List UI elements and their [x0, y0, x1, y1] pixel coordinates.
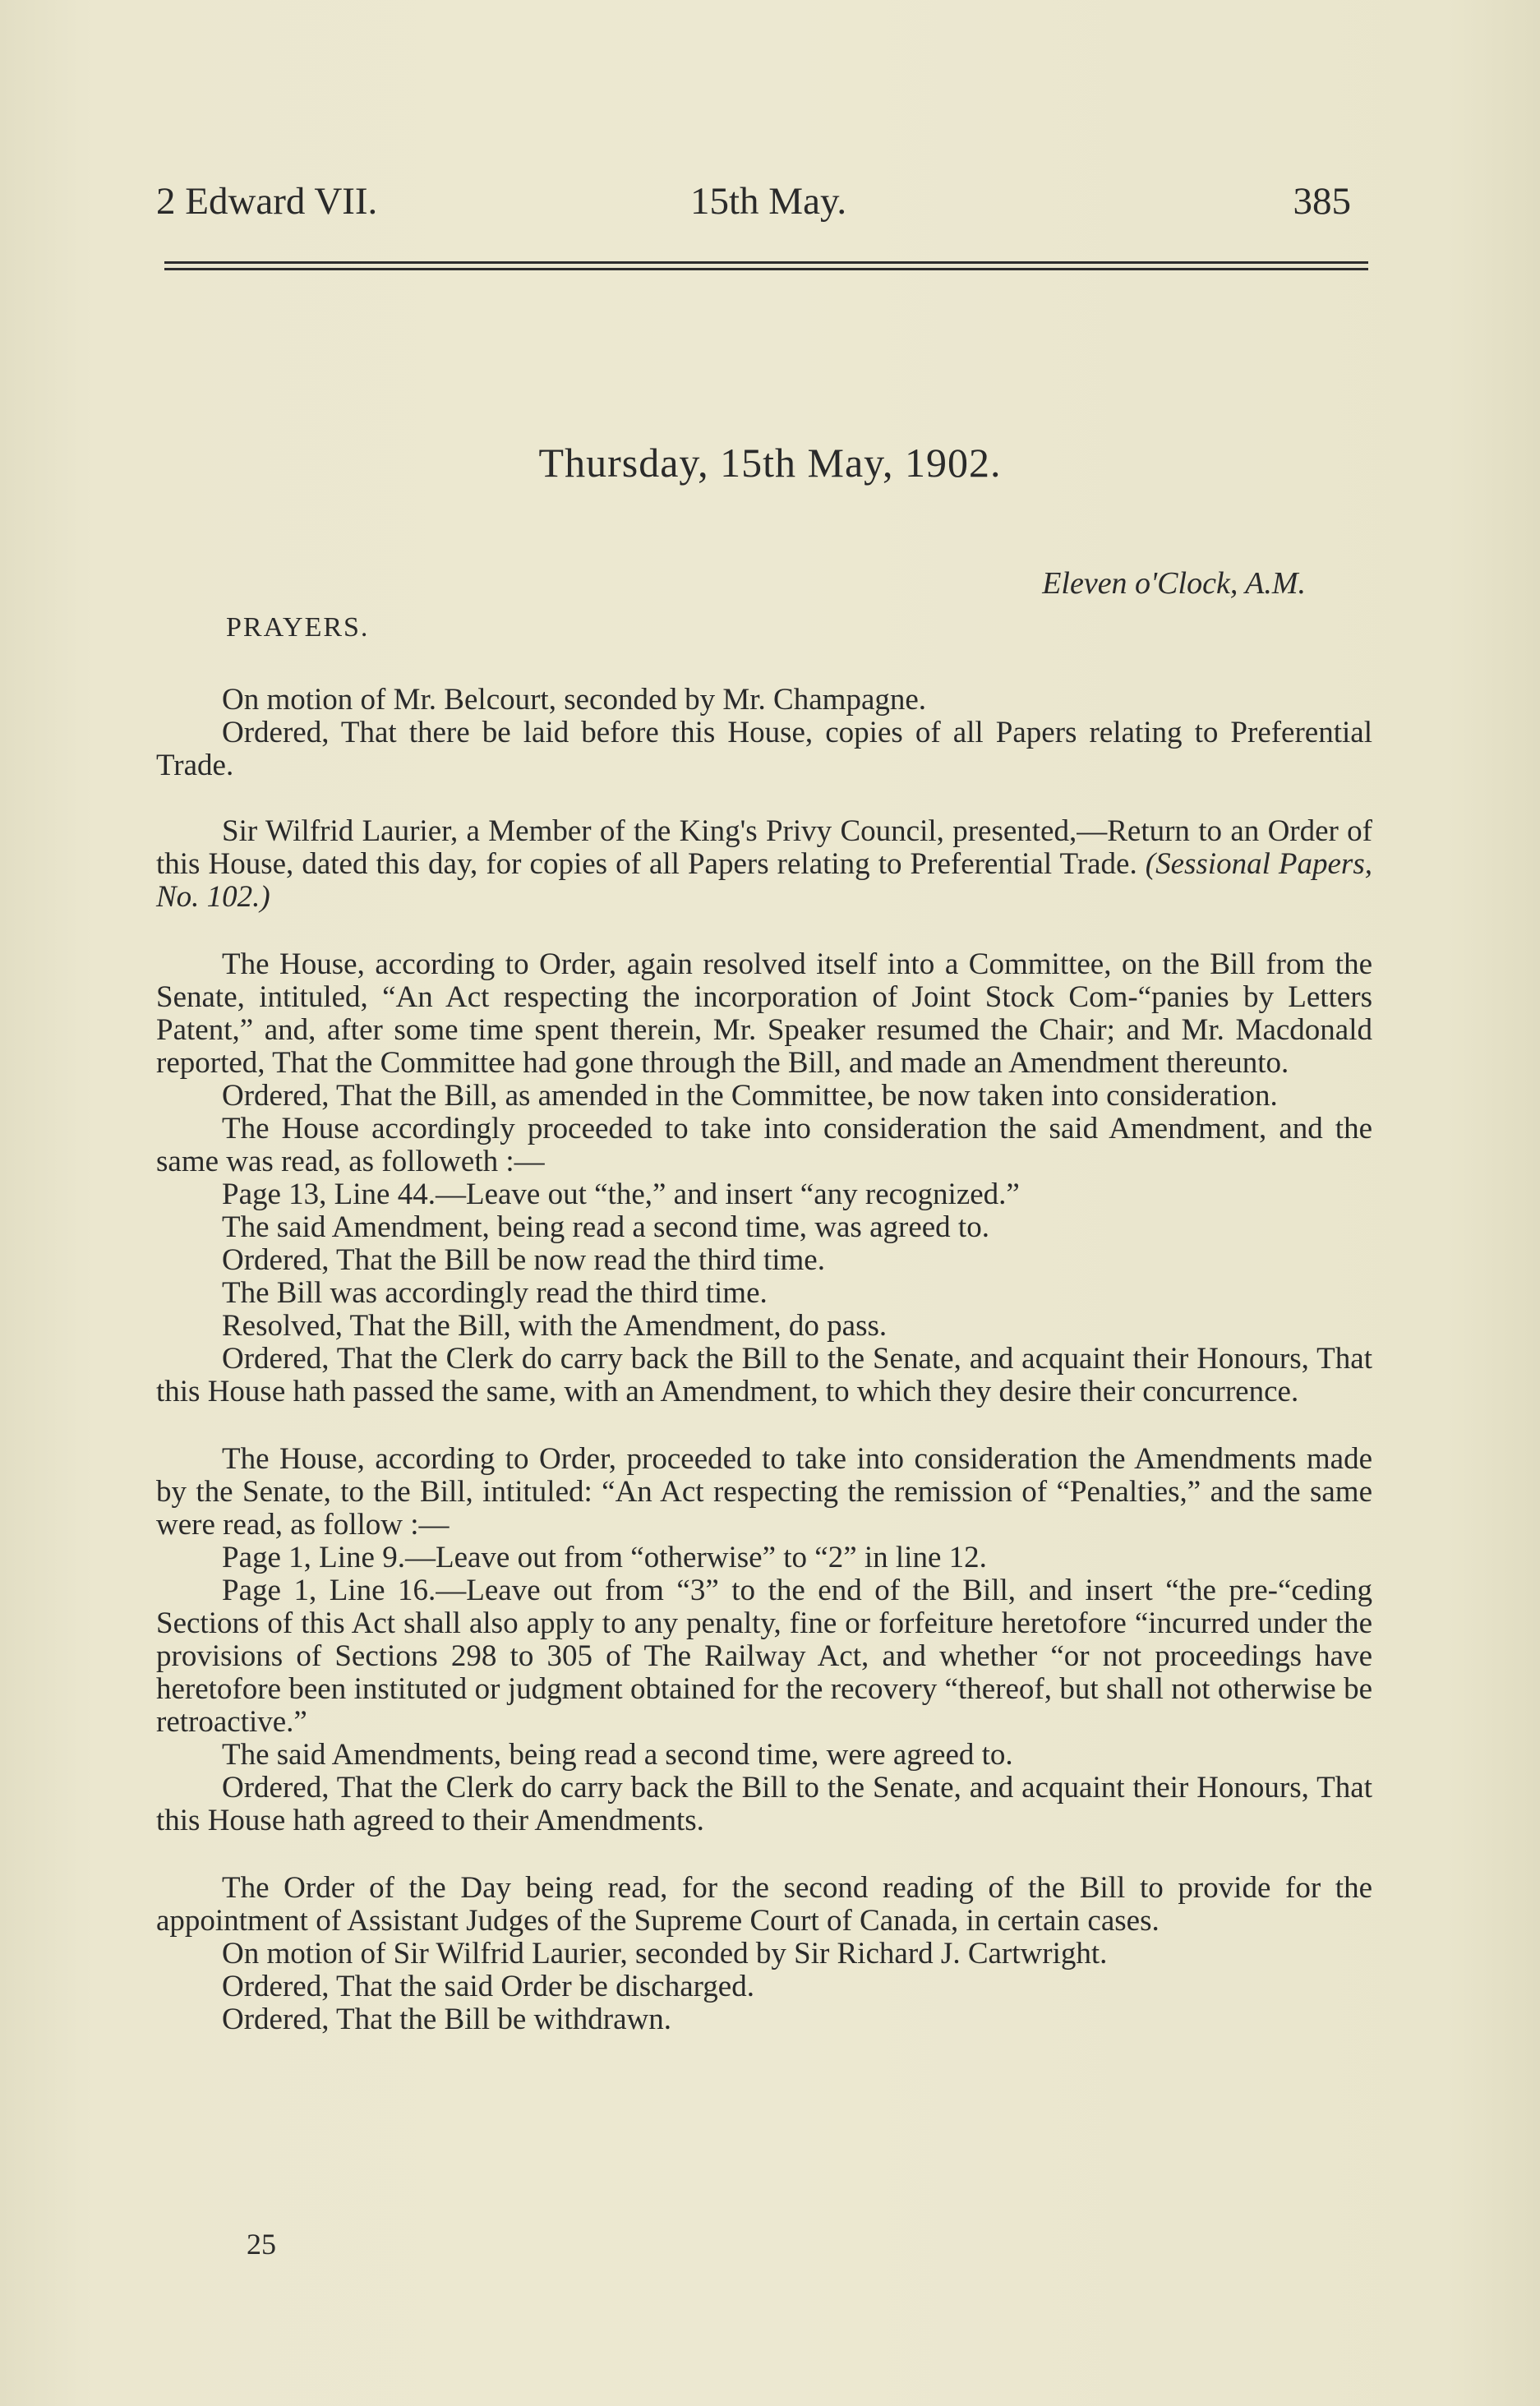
regnal-year: 2 Edward VII. [156, 180, 378, 223]
paragraph: Ordered, That the Bill be withdrawn. [222, 2003, 671, 2036]
paragraph: Page 13, Line 44.—Leave out “the,” and insert “any recognized.” [222, 1178, 1020, 1211]
paragraph: Ordered, That the Clerk do carry back the Bill to the Senate, and acquaint their Honours, That this House hath agreed to their Amendments. [156, 1771, 1372, 1837]
paragraph: Resolved, That the Bill, with the Amendment, do pass. [222, 1309, 888, 1343]
paragraph: Ordered, That the Clerk do carry back the Bill to the Senate, and acquaint their Honours, That this House hath passed the same, with an Amendment, to which they desire their concurrence. [156, 1342, 1372, 1408]
paragraph: The said Amendments, being read a second time, were agreed to. [222, 1738, 1013, 1772]
paragraph: Ordered, That the Bill be now read the third time. [222, 1243, 825, 1277]
paragraph: Ordered, That the said Order be discharged. [222, 1970, 754, 2003]
paragraph: The Bill was accordingly read the third time. [222, 1276, 768, 1310]
header-rule-bottom [164, 268, 1368, 270]
paragraph-text: Sir Wilfrid Laurier, a Member of the King's Privy Council, presented,—Return to an Order of this House, dated this day, for copies of all Papers relating to Preferential Trade. [156, 814, 1372, 881]
paragraph: The said Amendment, being read a second time, was agreed to. [222, 1210, 989, 1244]
page-number: 385 [1293, 180, 1351, 223]
sessional-paper-reference: (Sessional Papers, No. 102.) [156, 847, 1372, 914]
paragraph: The House, according to Order, again resolved itself into a Committee, on the Bill from the Senate, intituled, “An Act respecting the incorporation of Joint Stock Com-“panies by Letters Patent,” and, after some time spent therein, Mr. Speaker resumed the Chair; and Mr. Macdonald reported, That the Committee had gone through the Bill, and made an Amendment thereunto. [156, 947, 1372, 1080]
header-rule-top [164, 261, 1368, 264]
paragraph: Page 1, Line 9.—Leave out from “otherwise” to “2” in line 12. [222, 1541, 987, 1574]
running-header [156, 179, 1376, 228]
header-date: 15th May. [690, 180, 847, 223]
paragraph: The Order of the Day being read, for the second reading of the Bill to provide for the appointment of Assistant Judges of the Supreme Court of Canada, in certain cases. [156, 1871, 1372, 1938]
paragraph: Page 1, Line 16.—Leave out from “3” to the end of the Bill, and insert “the pre-“ceding Sections of this Act shall also apply to any penalty, fine or forfeiture heretofore “incurred under the provisions of Sections 298 to 305 of The Railway Act, and whether “or not proceedings have heretofore been instituted or judgment obtained for the recovery “thereof, but shall not otherwise be retroactive.” [156, 1574, 1372, 1739]
sitting-time: Eleven o'Clock, A.M. [1042, 566, 1306, 601]
paragraph: On motion of Mr. Belcourt, seconded by Mr. Champagne. [222, 683, 927, 717]
paragraph [156, 815, 1372, 914]
paragraph: The House, according to Order, proceeded to take into consideration the Amendments made by the Senate, to the Bill, intituled: “An Act respecting the remission of “Penalties,” and the same were read, as follow :— [156, 1442, 1372, 1542]
paragraph: The House accordingly proceeded to take into consideration the said Amendment, and the same was read, as followeth :— [156, 1112, 1372, 1178]
proceedings-body [156, 684, 1372, 2036]
prayers-heading: PRAYERS. [226, 612, 370, 643]
sitting-date-title: Thursday, 15th May, 1902. [538, 440, 1002, 486]
signature-mark: 25 [247, 2228, 276, 2261]
paragraph: Ordered, That there be laid before this House, copies of all Papers relating to Preferential Trade. [156, 716, 1372, 782]
paragraph: Ordered, That the Bill, as amended in the Committee, be now taken into consideration. [222, 1079, 1278, 1113]
paragraph: On motion of Sir Wilfrid Laurier, seconded by Sir Richard J. Cartwright. [222, 1937, 1108, 1970]
